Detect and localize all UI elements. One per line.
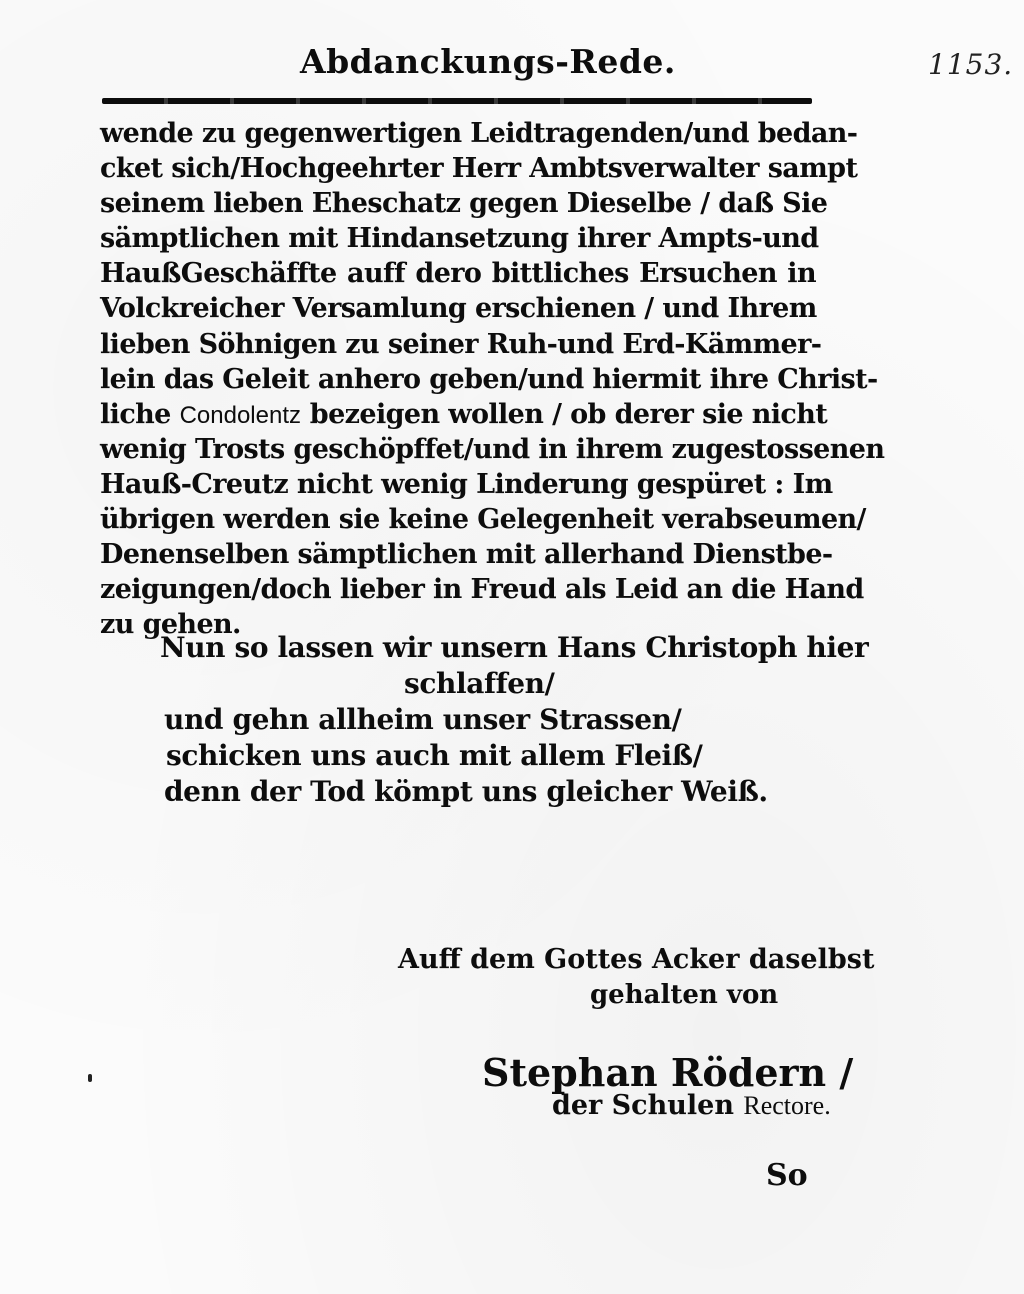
running-head: Abdanckungs-Rede. bbox=[300, 42, 676, 81]
verse-line: und gehn allheim unser Strassen/ bbox=[164, 703, 682, 736]
catchword: So bbox=[766, 1158, 808, 1193]
page-number: 1153. bbox=[928, 48, 1014, 81]
author-name: Stephan Rödern / bbox=[482, 1050, 854, 1095]
author-title-text: der Schulen bbox=[552, 1090, 744, 1121]
text-line bbox=[100, 397, 828, 432]
verse-line: denn der Tod kömpt uns gleicher Weiß. bbox=[164, 775, 768, 808]
text-line: Denenselben sämptlichen mit allerhand Dienstbe- bbox=[100, 539, 833, 571]
author-title-latin: Rectore. bbox=[743, 1091, 831, 1120]
verse-line: Nun so lassen wir unsern Hans Christoph hier bbox=[160, 631, 869, 664]
text-line: wenig Trosts geschöpffet/und in ihrem zugestossenen bbox=[100, 433, 885, 465]
text-line: zu gehen. bbox=[100, 609, 241, 641]
verse-block bbox=[160, 630, 869, 810]
closing-location: Auff dem Gottes Acker daselbst bbox=[398, 944, 875, 975]
text-line: lein das Geleit anhero geben/und hiermit ihre Christ- bbox=[100, 363, 878, 395]
text-line: HaußGeschäffte auff dero bittliches Ersuchen in bbox=[100, 258, 816, 290]
text-line: sämptlichen mit Hindansetzung ihrer Ampts-und bbox=[100, 223, 819, 255]
header-rule bbox=[102, 98, 812, 104]
latin-word: Condolentz bbox=[179, 401, 301, 429]
verse-line: schicken uns auch mit allem Fleiß/ bbox=[166, 739, 703, 772]
verse-line: schlaffen/ bbox=[404, 667, 555, 700]
text-line: übrigen werden sie keine Gelegenheit verabseumen/ bbox=[100, 504, 866, 536]
body-paragraph bbox=[100, 116, 885, 642]
text-line: Hauß-Creutz nicht wenig Linderung gespüret : Im bbox=[100, 468, 833, 500]
text-fragment: bezeigen wollen / ob derer sie nicht bbox=[300, 398, 828, 430]
text-line: zeigungen/doch lieber in Freud als Leid an die Hand bbox=[100, 574, 864, 606]
author-title bbox=[552, 1090, 831, 1121]
ink-speck bbox=[88, 1074, 92, 1082]
text-line: seinem lieben Eheschatz gegen Dieselbe / daß Sie bbox=[100, 188, 828, 220]
text-line: Volckreicher Versamlung erschienen / und Ihrem bbox=[100, 293, 817, 325]
text-line: cket sich/Hochgeehrter Herr Ambtsverwalter sampt bbox=[100, 153, 858, 185]
closing-held-by: gehalten von bbox=[590, 980, 779, 1010]
text-line: wende zu gegenwertigen Leidtragenden/und bedan- bbox=[100, 118, 858, 149]
text-line: lieben Söhnigen zu seiner Ruh-und Erd-Kämmer- bbox=[100, 328, 822, 360]
text-fragment: liche bbox=[100, 398, 180, 430]
